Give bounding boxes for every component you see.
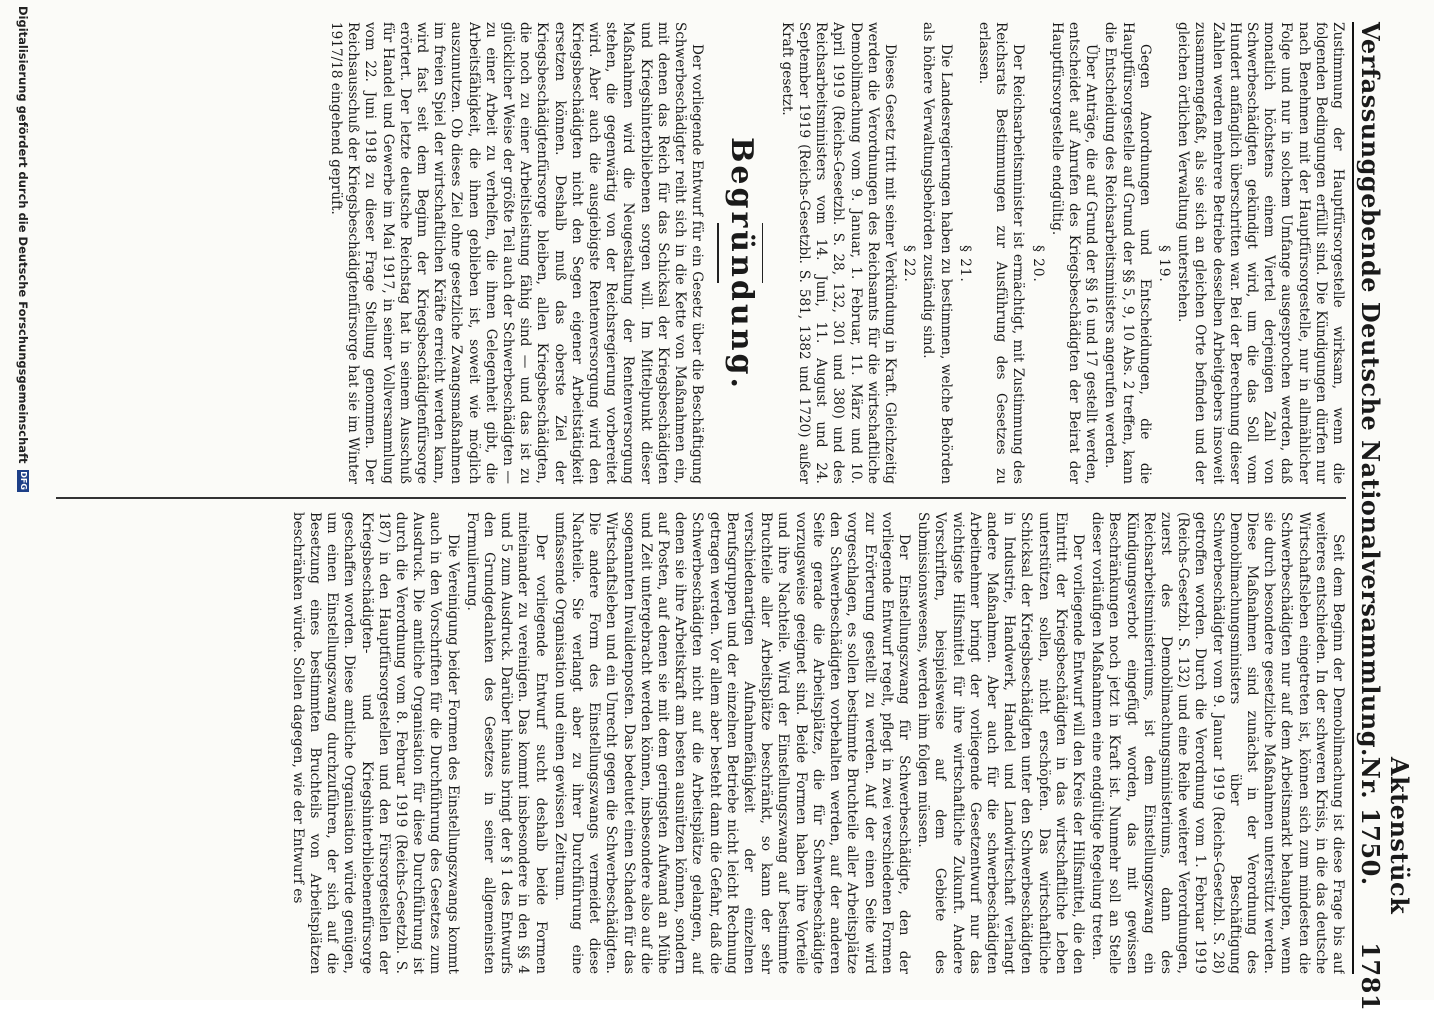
- column-divider: [56, 497, 1346, 499]
- document-number: Aktenstück Nr. 1750.: [1356, 756, 1414, 915]
- paragraph: Die Vereinigung beider Formen des Einstellungszwangs kommt auch in den Vorschriften für die Durchführung des Gesetzes zum Ausdruck. Die amtliche Organisation für diese Durchführung ist durch die Verordnung vom 8. Februar 1919 (Reichs-Gesetzbl. S. 187) in den Hauptfürsorgestellen und den Fürsorgestellen der Kriegsbeschädigten- und Kriegshinterbliebenenfürsorge geschaffen worden. Diese amtliche Organisation würde genügen, um einen Einstellungszwang durchzuführen, der sich auf die Besetzung eines bestimmten Bruchteils von Arbeitsplätzen beschränken würde. Sollen dagegen, wie der Entwurf es: [289, 512, 461, 974]
- credit-text: Digitalisierung gefördert durch die Deutsche Forschungsgemeinschaft: [16, 6, 30, 464]
- section-heading: § 19.: [1155, 245, 1172, 283]
- section-heading: § 21.: [956, 245, 973, 283]
- begruendung-title: Begründung.: [724, 137, 759, 391]
- header-rule: [1352, 22, 1354, 974]
- section-heading: § 22.: [901, 245, 918, 283]
- left-column: [56, 22, 1346, 484]
- header-title: Verfassunggebende Deutsche Nationalversammlung.: [1356, 22, 1385, 757]
- paragraph: Gegen Anordnungen und Entscheidungen, die die Hauptfürsorgestelle auf Grund der §§ 5, 9, 10 Abs. 2 treffen, kann die Entscheidung des Reichsarbeitsministers angerufen werden.: [1102, 22, 1153, 484]
- page-header: [1356, 22, 1414, 1011]
- page-number: 1781: [1356, 942, 1385, 1011]
- paragraph: Über Anträge, die auf Grund der §§ 16 und 17 gestellt werden, entscheidet auf Anrufen des Kriegsbeschädigten der Beirat der Hauptfürsorgestelle endgültig.: [1048, 22, 1100, 484]
- paragraph: Dieses Gesetz tritt mit seiner Verkündung in Kraft. Gleichzeitig werden die Verordnungen des Reichsamts für die wirtschaftliche Demobilmachung vom 9. Januar, 1. Februar, 11. März und 10. April 1919 (Reichs-Gesetzbl. S. 28, 132, 301 und 380) und des Reichsarbeitsministers vom 14. Juni, 11. August und 24. September 1919 (Reichs-Gesetzbl. S. 581, 1382 und 1720) außer Kraft gesetzt.: [778, 22, 898, 484]
- paragraph: Der vorliegende Entwurf sucht deshalb beide Formen miteinander zu vereinigen. Das kommt insbesondere in den §§ 4 und 5 zum Ausdruck. Darüber hinaus bringt der § 1 des Entwurfs den Grundgedanken des Gesetzes in seiner allgemeinsten Formulierung.: [463, 512, 549, 974]
- right-column: [56, 512, 1346, 974]
- paragraph: Die Landesregierungen haben zu bestimmen, welche Behörden als höhere Verwaltungsbehörden zuständig sind.: [920, 22, 954, 484]
- title-underline: [717, 223, 719, 283]
- page-body: [46, 22, 1414, 1011]
- paragraph: Seit dem Beginn der Demobilmachung ist diese Frage bis auf weiteres entschieden. In der schweren Krisis, in die das deutsche Wirtschaftsleben eingetreten ist, können sich zum mindesten die Schwerbeschädigten nur auf dem Arbeitsmarkt behaupten, wenn sie durch besondere gesetzliche Maßnahmen unterstützt werden. Diese Maßnahmen sind zunächst in der Verordnung des Demobilmachungsministers über Beschäftigung Schwerbeschädigter vom 9. Januar 1919 (Reichs-Gesetzbl. S. 28) getroffen worden. Durch die Verordnung vom 1. Februar 1919 (Reichs-Gesetzbl. S. 132) und eine Reihe weiterer Verordnungen, zuerst des Demobilmachungsministeriums, dann des Reichsarbeitsministeriums, ist dem Einstellungszwang ein Kündigungsverbot eingefügt worden, das mit gewissen Beschränkungen noch jetzt in Kraft ist. Nunmehr soll an Stelle dieser vorläufigen Maßnahmen eine endgültige Regelung treten.: [1089, 512, 1346, 974]
- paragraph: Zustimmung der Hauptfürsorgestelle wirksam, wenn die folgenden Bedingungen erfüllt sind. Die Kündigungen dürfen nur nach Benehmen mit der Hauptfürsorgestelle, nur in allmählicher Folge und nur in solchem Umfange ausgesprochen werden, daß monatlich höchstens einem Viertel derjenigen Zahl von Schwerbeschädigten gekündigt wird, um die das Soll vom Hundert anfänglich überschritten war. Bei der Berechnung dieser Zahlen werden mehrere Betriebe desselben Arbeitgebers insoweit zusammengefaßt, als sie sich an gleichen Orte befinden und der gleichen örtlichen Verwaltung unterstehen.: [1175, 22, 1346, 484]
- section-divider: [762, 223, 764, 283]
- paragraph: Der Reichsarbeitsminister ist ermächtigt, mit Zustimmung des Reichsrats Bestimmungen zur Ausführung des Gesetzes zu erlassen.: [975, 22, 1027, 484]
- section-heading: § 20.: [1029, 245, 1046, 283]
- paragraph: Der vorliegende Entwurf will den Kreis der Hilfsmittel, die den Eintritt der Kriegsbeschädigten in das wirtschaftliche Leben unterstützen sollen, nicht erschöpfen. Das wirtschaftliche Schicksal der Kriegsbeschädigten unter den Schwerbeschädigten in Industrie, Handwerk, Handel und Landwirtschaft verlangt andere Maßnahmen. Aber auch für die schwerbeschädigten Arbeitnehmer bringt der vorliegende Gesetzentwurf nur das wichtigste Hilfsmittel für ihre wirtschaftliche Zukunft. Andere Vorschriften, beispielsweise auf dem Gebiete des Submissionswesens, werden ihm folgen müssen.: [915, 512, 1086, 974]
- paragraph: Der Einstellungszwang für Schwerbeschädigte, den der vorliegende Entwurf regelt, pflegt in zwei verschiedenen Formen zur Erörterung gestellt zu werden. Auf der einen Seite wird vorgeschlagen, es sollen bestimmte Bruchteile aller Arbeitsplätze den Schwerbeschädigten vorbehalten werden, auf der anderen Seite gerade die Arbeitsplätze, die für Schwerbeschädigte vorzugsweise geeignet sind. Beide Formen haben ihre Vorteile und ihre Nachteile. Wird der Einstellungszwang auf bestimmte Bruchteile aller Arbeitsplätze beschränkt, so kann der sehr verschiedenartigen Aufnahmefähigkeit der einzelnen Berufsgruppen und der einzelnen Betriebe nicht leicht Rechnung getragen werden. Vor allem aber besteht dann die Gefahr, daß die Schwerbeschädigten nicht auf die Arbeitsplätze gelangen, auf denen sie ihre Arbeitskraft am besten ausnützen können, sondern auf Posten, auf denen sie mit dem geringsten Aufwand an Mühe und Zeit untergebracht werden können, insbesondere also auf die sogenannten Invalidenposten. Das bedeutet einen Schaden für das Wirtschaftsleben und ein Unrecht gegen die Schwerbeschädigten. Die andere Form des Einstellungszwangs vermeidet diese Nachteile. Sie verlangt aber zu ihrer Durchführung eine umfassende Organisation und einen gewissen Zeitraum.: [551, 512, 912, 974]
- digitization-credit: [16, 6, 30, 966]
- paragraph: Der vorliegende Entwurf für ein Gesetz über die Beschäftigung Schwerbeschädigter reiht sich in die Kette von Maßnahmen ein, mit denen das Reich für das Schicksal der Kriegsbeschädigten und Kriegshinterbliebenen sorgen will. Im Mittelpunkt dieser Maßnahmen wird die Neugestaltung der Rentenversorgung stehen, die gegenwärtig von der Reichsregierung vorbereitet wird. Aber auch die ausgiebigste Rentenversorgung wird den Kriegsbeschädigten nicht den Segen eigener Arbeitstätigkeit ersetzen können. Deshalb muß das oberste Ziel der Kriegsbeschädigtenfürsorge bleiben, allen Kriegsbeschädigten, die noch zu einer Arbeitsleistung fähig sind — und das ist zu glücklicher Weise der größte Teil auch der Schwerbeschädigten — zu einer Arbeit zu verhelfen, die ihnen Gelegenheit gibt, die Arbeitsfähigkeit, die ihnen geblieben ist, soweit wie möglich auszunutzen. Ob dieses Ziel ohne gesetzliche Zwangsmaßnahmen im freien Spiel der wirtschaftlichen Kräfte erreicht werden kann, wird fast seit dem Beginn der Kriegsbeschädigtenfürsorge erörtert. Der letzte deutsche Reichstag hat in seinem Ausschuß für Handel und Gewerbe im Mai 1917, in seiner Vollversammlung vom 22. Juni 1918 zu dieser Frage Stellung genommen. Der Reichsausschuß der Kriegsbeschädigtenfürsorge hat sie im Winter 1917/18 eingehend geprüft.: [328, 22, 706, 484]
- dfg-logo: DFG: [19, 471, 28, 490]
- header-right: [1356, 757, 1414, 1011]
